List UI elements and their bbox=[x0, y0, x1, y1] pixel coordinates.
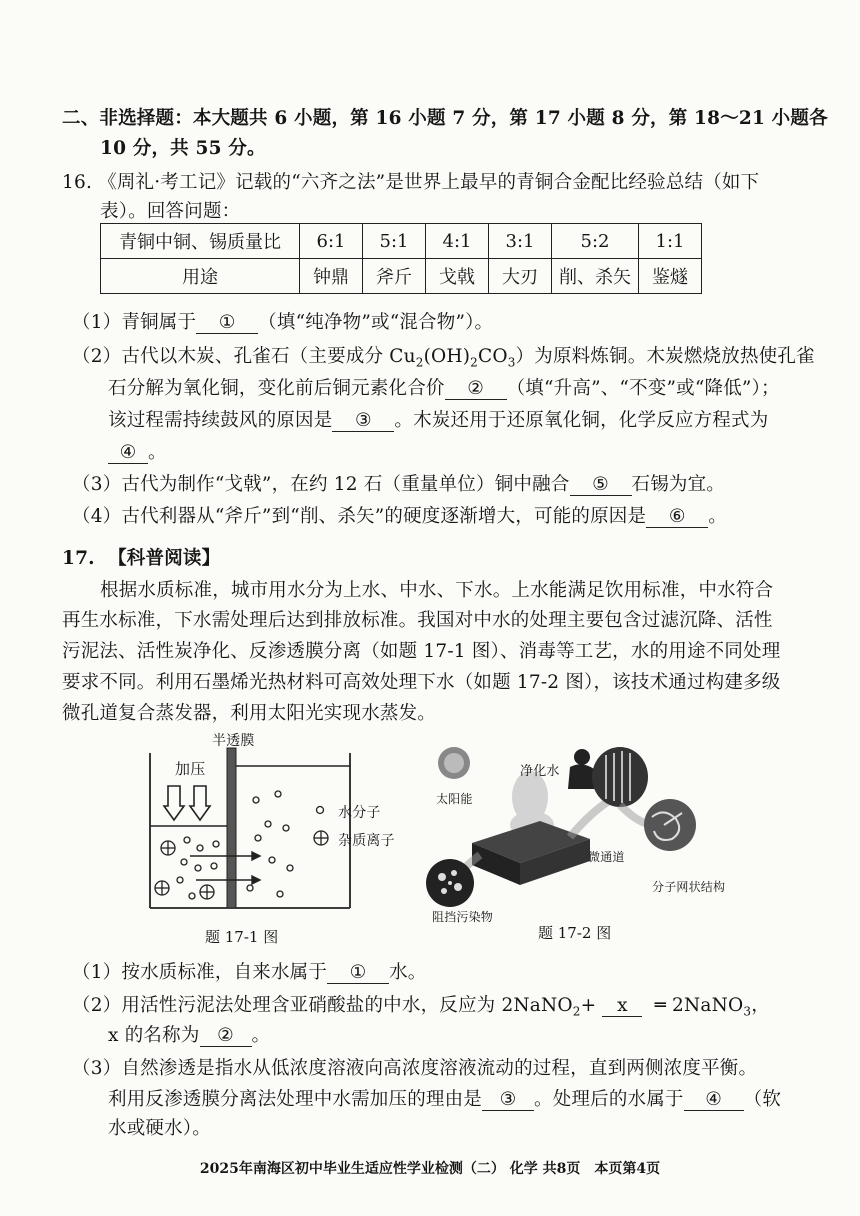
subscript: 3 bbox=[507, 355, 516, 370]
formula-part: (OH) bbox=[423, 346, 471, 367]
q16-part1 bbox=[72, 308, 493, 334]
answer-blank-6[interactable]: ⑥ bbox=[646, 507, 708, 528]
q17-part1 bbox=[72, 958, 426, 984]
q16-part2-line1 bbox=[72, 342, 815, 370]
q17-para-line4: 要求不同。利用石墨烯光热材料可高效处理下水（如题 17-2 图），该技术通过构建多级 bbox=[62, 672, 781, 693]
q17-para-line1: 根据水质标准，城市用水分为上水、中水、下水。上水能满足饮用标准，中水符合 bbox=[100, 580, 774, 601]
pressure-arrows bbox=[164, 786, 210, 820]
q17-para-line2: 再生水标准，下水需处理后达到排放标准。我国对中水的处理主要包含过滤沉降、活性 bbox=[62, 610, 773, 631]
reverse-osmosis-figure bbox=[140, 728, 400, 918]
q16-intro-line2: 表）。回答问题： bbox=[100, 201, 241, 222]
micro-channel-label: 微通道 bbox=[588, 850, 625, 864]
q16-intro-line1 bbox=[62, 168, 759, 194]
q17-part2-line1 bbox=[72, 991, 770, 1019]
q16-part2-line3 bbox=[108, 406, 768, 432]
answer-blank-17-2[interactable]: ② bbox=[200, 1026, 252, 1047]
plus-sign: + bbox=[580, 995, 597, 1016]
page-footer: 2025年南海区初中毕业生适应性学业检测（二） 化学 共8页 本页第4页 bbox=[199, 1161, 661, 1177]
q17-para-line3: 污泥法、活性炭净化、反渗透膜分离（如题 17-1 图）、消毒等工艺，水的用途不同处理 bbox=[62, 641, 781, 662]
q17-number: 17. bbox=[62, 548, 95, 569]
molecular-network-icon bbox=[620, 799, 696, 851]
q17-part2-text: （2）用活性污泥法处理含亚硝酸盐的中水，反应为 2NaNO bbox=[72, 995, 573, 1016]
table-cell: 大刃 bbox=[489, 259, 552, 294]
q17-part3-line1: （3）自然渗透是指水从低浓度溶液向高浓度溶液流动的过程，直到两侧浓度平衡。 bbox=[72, 1058, 758, 1079]
table-cell: 鉴燧 bbox=[639, 259, 702, 294]
q16-number: 16. bbox=[62, 172, 93, 193]
q16-part2-l3-tail: 。木炭还用于还原氧化铜，化学反应方程式为 bbox=[394, 410, 769, 431]
answer-blank-1[interactable]: ① bbox=[196, 313, 258, 334]
table-header-use: 用途 bbox=[101, 259, 300, 294]
period: 。 bbox=[251, 1025, 271, 1046]
table-cell: 戈戟 bbox=[426, 259, 489, 294]
membrane-bar bbox=[227, 748, 236, 908]
answer-blank-17-3[interactable]: ③ bbox=[482, 1090, 534, 1111]
subscript: 3 bbox=[743, 1004, 752, 1019]
q16-intro-text: 《周礼·考工记》记载的“六齐之法”是世界上最早的青铜合金配比经验总结（如下 bbox=[98, 172, 760, 193]
person-drinking-icon bbox=[568, 749, 596, 789]
q16-part2-l2-hint: （填“升高”、“不变”或“降低”）； bbox=[506, 378, 780, 399]
pollutant-block-icon bbox=[426, 855, 480, 907]
water-molecule-symbol bbox=[317, 807, 324, 814]
table-cell: 3:1 bbox=[489, 224, 552, 259]
table-cell: 1:1 bbox=[639, 224, 702, 259]
comma: ， bbox=[751, 995, 770, 1016]
q17-part1-text: （1）按水质标准，自来水属于 bbox=[72, 962, 328, 983]
section-heading-line2: 10 分，共 55 分。 bbox=[100, 138, 266, 159]
q16-part1-text: （1）青铜属于 bbox=[72, 312, 197, 333]
q17-part2-l2-text: x 的名称为 bbox=[108, 1025, 200, 1046]
legend-water-label: 水分子 bbox=[338, 805, 381, 821]
q17-para-line5: 微孔道复合蒸发器，利用太阳光实现水蒸发。 bbox=[62, 703, 437, 724]
answer-blank-x[interactable]: x bbox=[602, 996, 642, 1017]
equation-product: ═ 2NaNO bbox=[654, 995, 744, 1016]
subscript: 2 bbox=[470, 355, 478, 370]
q17-part1-tail: 水。 bbox=[389, 962, 427, 983]
answer-blank-5[interactable]: ⑤ bbox=[570, 475, 632, 496]
membrane-label: 半透膜 bbox=[212, 733, 255, 749]
table-row bbox=[101, 259, 702, 294]
q16-part2-text-tail: ）为原料炼铜。木炭燃烧放热使孔雀 bbox=[515, 346, 815, 367]
q17-part3-line2 bbox=[108, 1085, 781, 1111]
q17-title: 【科普阅读】 bbox=[108, 548, 221, 569]
q16-part2-text: （2）古代以木炭、孔雀石（主要成分 Cu bbox=[72, 346, 416, 367]
q16-part3-tail: 石锡为宜。 bbox=[631, 474, 726, 495]
sun-icon bbox=[438, 747, 470, 779]
table-row bbox=[101, 224, 702, 259]
table-cell: 5:2 bbox=[552, 224, 639, 259]
answer-blank-3[interactable]: ③ bbox=[332, 411, 394, 432]
answer-blank-17-1[interactable]: ① bbox=[327, 963, 389, 984]
left-solution-particles bbox=[155, 837, 219, 899]
q16-part3-text: （3）古代为制作“戈戟”，在约 12 石（重量单位）铜中融合 bbox=[72, 474, 570, 495]
table-cell: 4:1 bbox=[426, 224, 489, 259]
clean-water-label: 净化水 bbox=[520, 764, 560, 779]
q16-part3 bbox=[72, 470, 725, 496]
section-heading-line1: 二、非选择题：本大题共 6 小题，第 16 小题 7 分，第 17 小题 8 分，第 18～21 小题各 bbox=[62, 108, 828, 129]
bronze-ratio-table bbox=[100, 223, 702, 294]
formula-part: CO bbox=[477, 346, 508, 367]
answer-blank-2[interactable]: ② bbox=[445, 379, 507, 400]
q17-part3-l2-text: 利用反渗透膜分离法处理中水需加压的理由是 bbox=[108, 1089, 483, 1110]
legend-ion-label: 杂质离子 bbox=[338, 833, 395, 849]
q17-part2-line2 bbox=[108, 1021, 270, 1047]
graphene-evaporator-figure bbox=[420, 735, 710, 925]
table-cell: 削、杀矢 bbox=[552, 259, 639, 294]
q16-part2-line2 bbox=[108, 374, 780, 400]
period: 。 bbox=[708, 506, 727, 527]
q16-part2-line4 bbox=[108, 438, 167, 464]
table-cell: 斧斤 bbox=[363, 259, 426, 294]
impurity-ion-symbol bbox=[314, 831, 328, 845]
answer-blank-17-4[interactable]: ④ bbox=[684, 1090, 744, 1111]
q17-heading bbox=[62, 544, 220, 570]
q16-part1-hint: （填“纯净物”或“混合物”）。 bbox=[258, 312, 494, 333]
table-cell: 6:1 bbox=[300, 224, 363, 259]
pressure-label: 加压 bbox=[175, 760, 206, 778]
subscript: 2 bbox=[572, 1004, 581, 1019]
q16-part4 bbox=[72, 502, 727, 528]
period: 。 bbox=[148, 442, 167, 463]
answer-blank-4[interactable]: ④ bbox=[108, 443, 148, 464]
table-cell: 5:1 bbox=[363, 224, 426, 259]
q16-part2-l2-text: 石分解为氧化铜，变化前后铜元素化合价 bbox=[108, 378, 445, 399]
q17-part3-l2-mid: 。处理后的水属于 bbox=[534, 1089, 684, 1110]
table-header-ratio: 青铜中铜、锡质量比 bbox=[101, 224, 300, 259]
q16-part2-l3-text: 该过程需持续鼓风的原因是 bbox=[108, 410, 333, 431]
q16-part4-text: （4）古代利器从“斧斤”到“削、杀矢”的硬度逐渐增大，可能的原因是 bbox=[72, 506, 647, 527]
table-cell: 钟鼎 bbox=[300, 259, 363, 294]
solar-label: 太阳能 bbox=[436, 792, 473, 806]
molecular-network-label: 分子网状结构 bbox=[652, 880, 726, 894]
block-pollutant-label: 阻挡污染物 bbox=[432, 910, 494, 924]
q17-part3-line3: 水或硬水）。 bbox=[108, 1118, 211, 1139]
subscript: 2 bbox=[415, 355, 424, 370]
q17-part3-l2-tail: （软 bbox=[743, 1089, 782, 1110]
figure-17-2-caption: 题 17-2 图 bbox=[538, 924, 612, 942]
figure-17-1-caption: 题 17-1 图 bbox=[205, 928, 279, 946]
